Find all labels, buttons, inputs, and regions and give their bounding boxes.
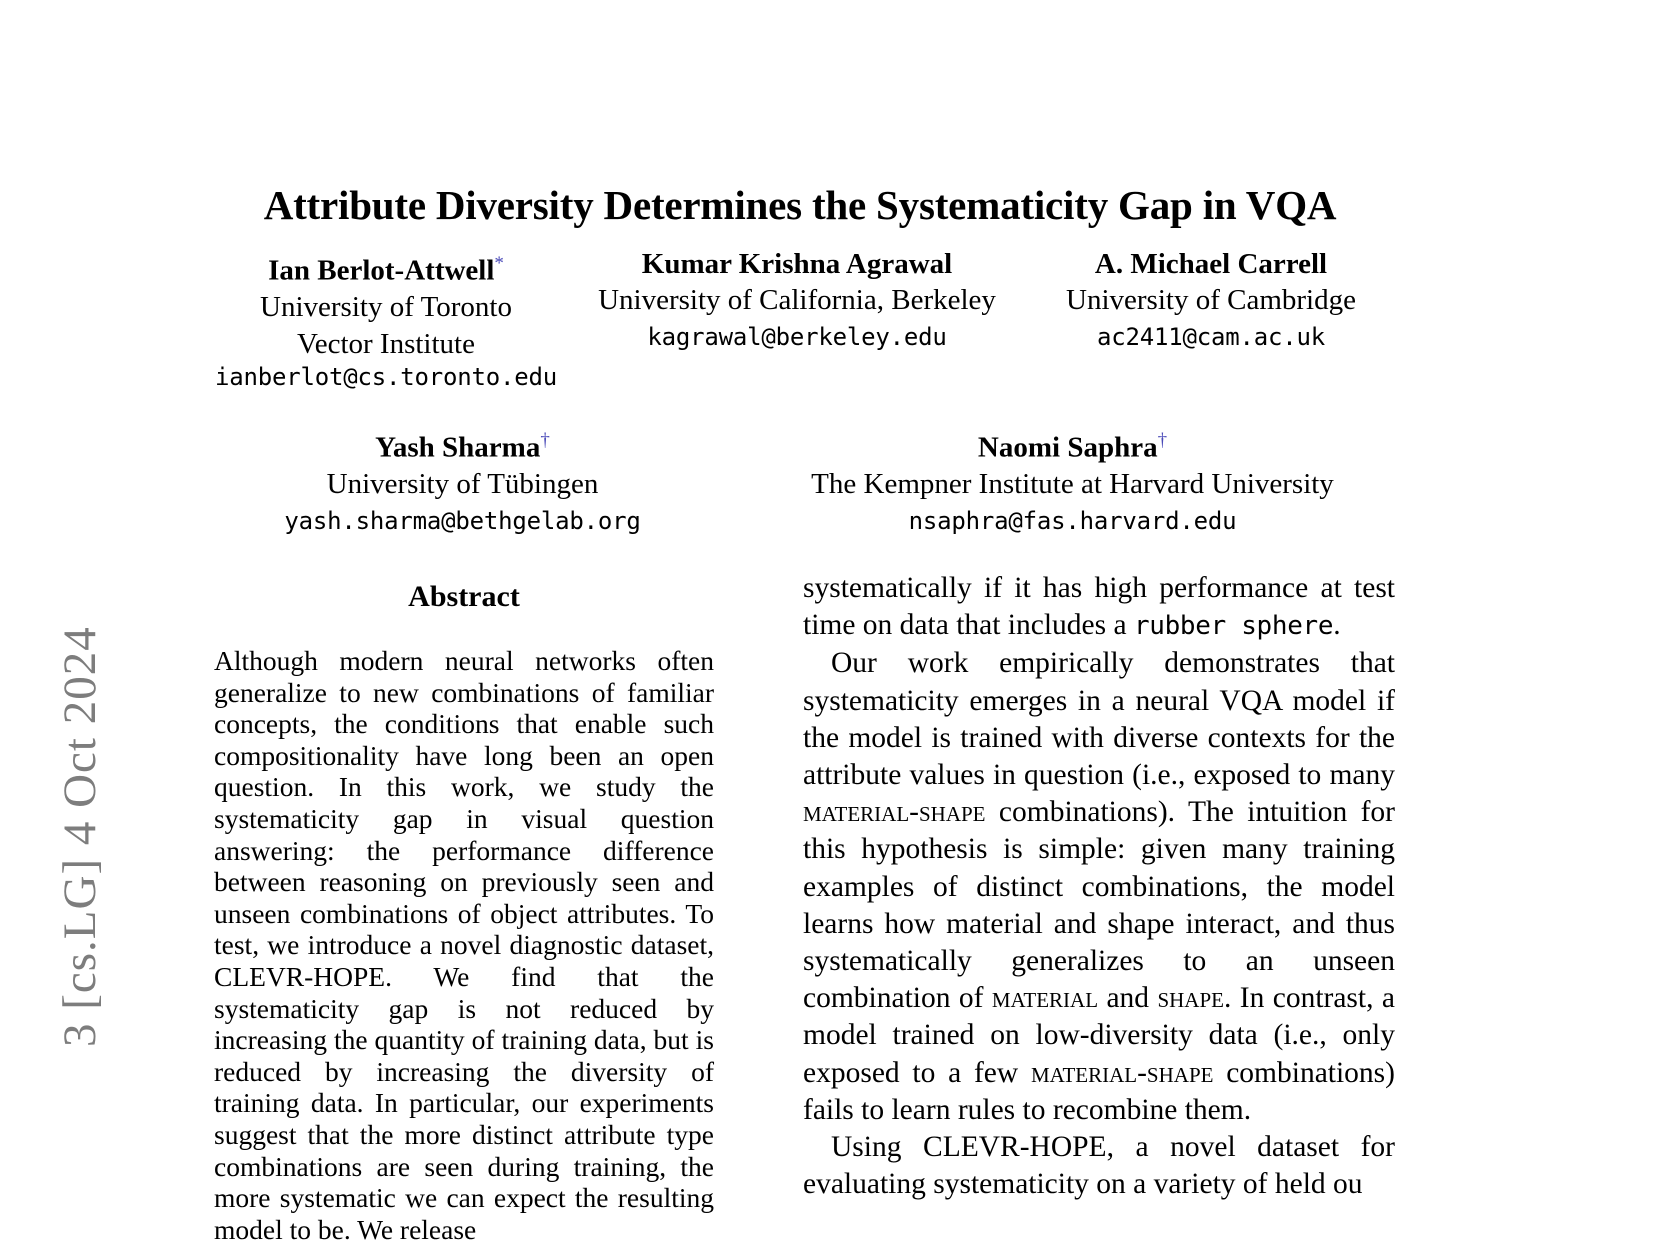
author-block-ian-berlot-attwell bbox=[190, 246, 582, 391]
contrib-text-part-1: Our work empirically demonstrates that systematicity emerges in a neural VQA model if the model is trained with diverse contexts for the attribute values in question (i.e., exposed to many bbox=[803, 647, 1395, 792]
author-row-primary bbox=[190, 246, 1410, 391]
abstract-heading: Abstract bbox=[408, 580, 520, 613]
author-email[interactable]: nsaphra@fas.harvard.edu bbox=[908, 506, 1237, 535]
author-footnote-marker[interactable]: † bbox=[540, 430, 550, 451]
author-affiliation-line-1: University of Toronto bbox=[260, 290, 512, 323]
inline-code-rubber-sphere: rubber sphere bbox=[1133, 611, 1334, 642]
author-name-text: Yash Sharma bbox=[375, 431, 541, 464]
author-affiliation-line-1: The Kempner Institute at Harvard University bbox=[811, 467, 1334, 500]
contrib-text-part-2: combinations). The intuition for this hypothesis is simple: given many training examples of distinct combinations, the model learns how material and shape interact, and thus systematically generalizes to an unseen combination of bbox=[803, 796, 1395, 1015]
contrib-text-part-4: . In contrast, a model trained on low-diversity data (i.e., only exposed to a few bbox=[803, 982, 1395, 1089]
author-block-a-michael-carrell bbox=[1012, 246, 1410, 356]
author-name bbox=[190, 423, 735, 466]
smallcaps-material-shape-1: material-shape bbox=[803, 796, 986, 829]
author-email[interactable]: ac2411@cam.ac.uk bbox=[1097, 323, 1325, 351]
author-footnote-marker[interactable]: † bbox=[1157, 430, 1168, 451]
intro-paragraph-continuation bbox=[803, 570, 1395, 645]
intro-text-part-1: systematically if it has high performance at test time on data that includes a bbox=[803, 572, 1395, 642]
author-footnote-marker[interactable]: * bbox=[494, 253, 504, 274]
arxiv-identifier-stamp bbox=[0, 0, 150, 1241]
contrib-text-part-3: and bbox=[1098, 982, 1158, 1015]
contribution-paragraph bbox=[803, 645, 1395, 1129]
author-name-text: Naomi Saphra bbox=[977, 431, 1158, 464]
author-email[interactable]: yash.sharma@bethgelab.org bbox=[284, 506, 641, 535]
author-name-text: Ian Berlot-Attwell bbox=[268, 254, 495, 287]
intro-text-part-2: . bbox=[1333, 609, 1341, 642]
author-email[interactable]: ianberlot@cs.toronto.edu bbox=[215, 363, 557, 391]
smallcaps-material: material bbox=[991, 982, 1099, 1015]
page-title: Attribute Diversity Determines the Systematicity Gap in VQA bbox=[263, 182, 1337, 228]
author-affiliation-line-1: University of Tübingen bbox=[326, 467, 599, 500]
arxiv-stamp-text: 3 [cs.LG] 4 Oct 2024 bbox=[54, 626, 106, 1047]
author-name bbox=[1012, 246, 1410, 282]
smallcaps-material-shape-2: material-shape bbox=[1030, 1056, 1214, 1089]
author-name bbox=[190, 246, 582, 289]
two-column-body bbox=[190, 570, 1410, 1245]
author-name-text: A. Michael Carrell bbox=[1094, 248, 1328, 280]
author-affiliation-line-1: University of California, Berkeley bbox=[598, 284, 996, 316]
author-name-text: Kumar Krishna Agrawal bbox=[641, 248, 953, 280]
column-right bbox=[803, 570, 1395, 1203]
author-email[interactable]: kagrawal@berkeley.edu bbox=[647, 323, 947, 351]
author-affiliation-line-1: University of Cambridge bbox=[1066, 284, 1356, 316]
author-name bbox=[582, 246, 1012, 282]
author-row-secondary bbox=[190, 423, 1410, 540]
author-block-naomi-saphra bbox=[735, 423, 1410, 540]
author-affiliation-line-2: Vector Institute bbox=[297, 327, 475, 360]
paper-page bbox=[190, 0, 1410, 1245]
contrib-text-part-5: combinations) fails to learn rules to recombine them. bbox=[803, 1056, 1395, 1126]
author-name bbox=[735, 423, 1410, 466]
author-block-kumar-krishna-agrawal bbox=[582, 246, 1012, 356]
dataset-paragraph: Using CLEVR-HOPE, a novel dataset for evaluating systematicity on a variety of held ou bbox=[803, 1131, 1395, 1201]
abstract-body-text: Although modern neural networks often generalize to new combinations of familiar concepts, the conditions that enable such compositionality have long been an open question. In this work, we study the systematicity gap in visual question answering: the performance difference between reasoning on previously seen and unseen combinations of object attributes. To test, we introduce a novel diagnostic dataset, CLEVR-HOPE. We find that the systematicity gap is not reduced by increasing the quantity of training data, but is reduced by increasing the diversity of training data. In particular, our experiments suggest that the more distinct attribute type combinations are seen during training, the more systematic we can expect the resulting model to be. We release bbox=[214, 645, 714, 1245]
smallcaps-shape: shape bbox=[1157, 982, 1224, 1015]
column-left bbox=[214, 570, 714, 1245]
author-block-yash-sharma bbox=[190, 423, 735, 540]
